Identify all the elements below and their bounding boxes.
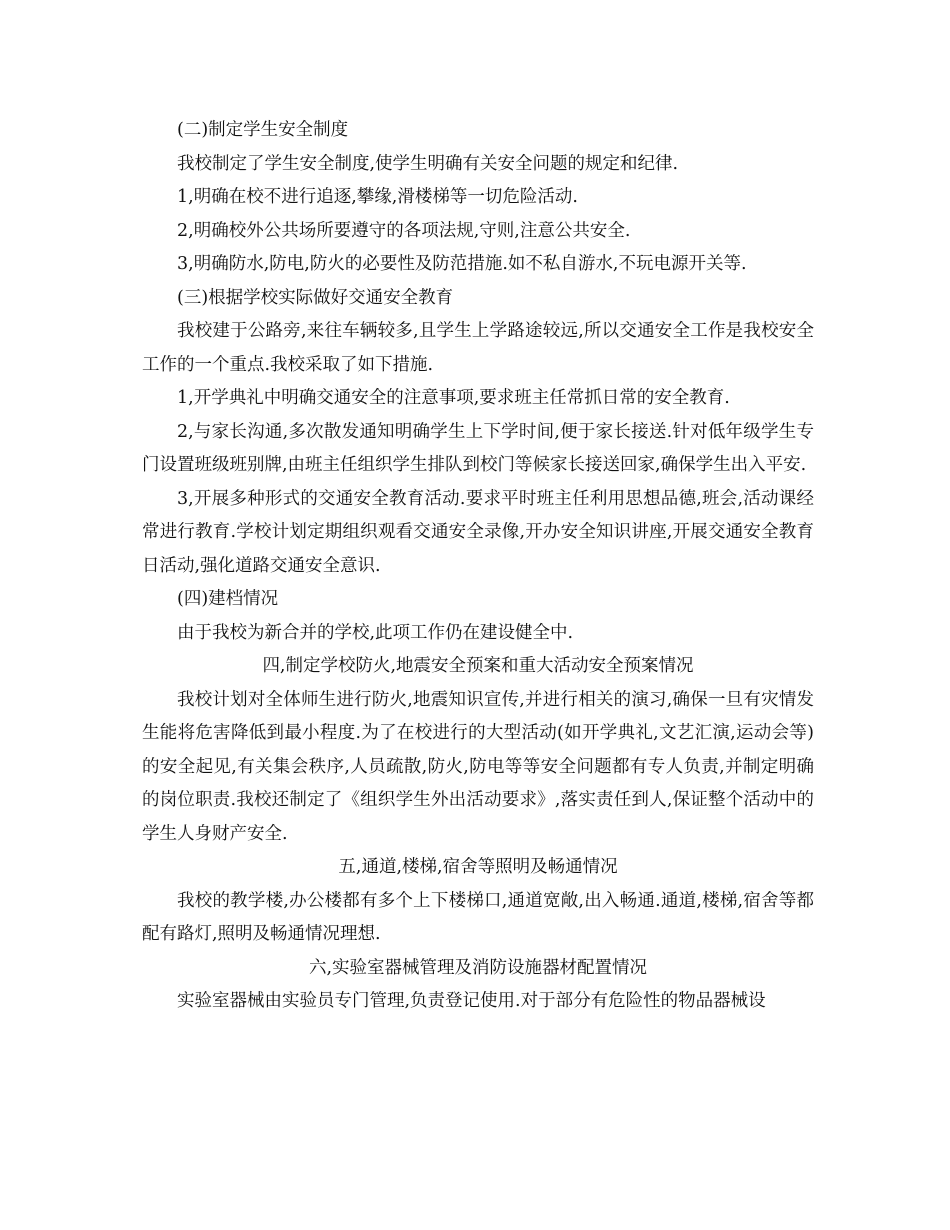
paragraph: 我校制定了学生安全制度,使学生明确有关安全问题的规定和纪律. [177, 153, 679, 174]
list-item: 1,开学典礼中明确交通安全的注意事项,要求班主任常抓日常的安全教育. [177, 388, 730, 408]
paragraph: 我校建于公路旁,来往车辆较多,且学生上学路途较远,所以交通安全工作是我校安全工作的一个重点.我校采取了如下措施. [142, 321, 814, 375]
paragraph: 实验室器械由实验员专门管理,负责登记使用.对于部分有危险性的物品器械设 [177, 991, 766, 1011]
list-item: 2,与家长沟通,多次散发通知明确学生上下学时间,便于家长接送.针对低年级学生专门设置班级班别牌,由班主任组织学生排队到校门等候家长接送回家,确保学生出入平安. [142, 421, 814, 475]
list-item: 3,开展多种形式的交通安全教育活动.要求平时班主任利用思想品德,班会,活动课经常进行教育.学校计划定期组织观看交通安全录像,开办安全知识讲座,开展交通安全教育日活动,强化道路交通安全意识. [142, 488, 814, 576]
paragraph: 我校的教学楼,办公楼都有多个上下楼梯口,通道宽敞,出入畅通.通道,楼梯,宿舍等都配有路灯,照明及畅通情况理想. [142, 890, 814, 944]
subsection-heading-traffic: (三)根据学校实际做好交通安全教育 [177, 287, 454, 308]
list-item: 3,明确防水,防电,防火的必要性及防范措施.如不私自游水,不玩电源开关等. [177, 254, 747, 274]
section-heading-lab-equipment: 六,实验室器械管理及消防设施器材配置情况 [308, 957, 648, 978]
subsection-heading-rules: (二)制定学生安全制度 [177, 120, 349, 140]
section-heading-emergency-plan: 四,制定学校防火,地震安全预案和重大活动安全预案情况 [262, 656, 694, 676]
paragraph: 我校计划对全体师生进行防火,地震知识宣传,并进行相关的演习,确保一旦有灾情发生能将危害降低到最小程度.为了在校进行的大型活动(如开学典礼,文艺汇演,运动会等)的安全起见,有关集会秩序,人员疏散,防火,防电等等安全问题都有专人负责,并制定明确的岗位职责.我校还制定了《组织学生外出活动要求》,落实责任到人,保证整个活动中的学生人身财产安全. [142, 689, 814, 844]
list-item: 1,明确在校不进行追逐,攀缘,滑楼梯等一切危险活动. [177, 187, 578, 207]
document-body [142, 114, 814, 1019]
section-heading-lighting: 五,通道,楼梯,宿舍等照明及畅通情况 [338, 857, 618, 877]
list-item: 2,明确校外公共场所要遵守的各项法规,守则,注意公共安全. [177, 220, 631, 241]
paragraph: 由于我校为新合并的学校,此项工作仍在建设健全中. [177, 622, 574, 643]
subsection-heading-archive: (四)建档情况 [177, 589, 279, 609]
